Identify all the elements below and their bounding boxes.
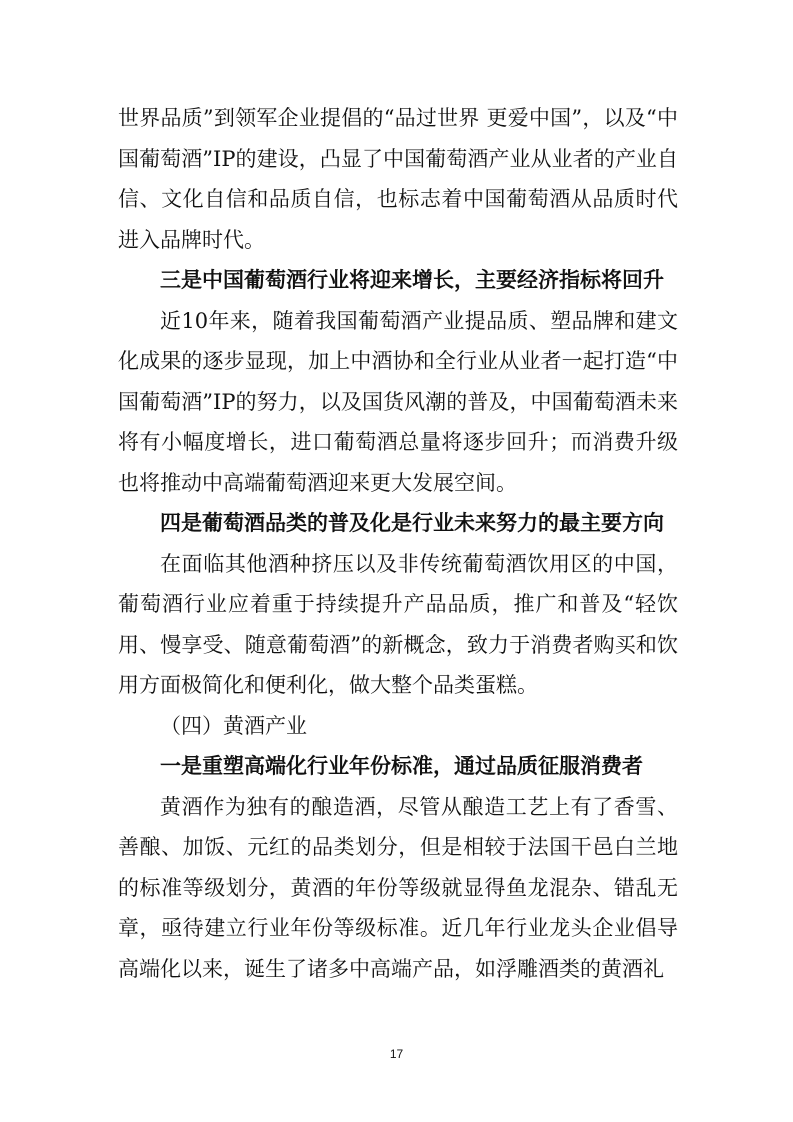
body-paragraph-wine-popularization: 在面临其他酒种挤压以及非传统葡萄酒饮用区的中国，葡萄酒行业应着重于持续提升产品品质，推广和普及“轻饮用、慢享受、随意葡萄酒”的新概念，致力于消费者购买和饮用方面极简化和便利化，做大整个品类蛋糕。 — [118, 551, 678, 697]
section-heading-yellow-wine-standard: 一是重塑高端化行业年份标准，通过品质征服消费者 — [160, 753, 643, 778]
body-paragraph-continuation: 世界品质”到领军企业提倡的“品过世界 更爱中国”，以及“中国葡萄酒”IP的建设，凸显了中国葡萄酒产业从业者的产业自信、文化自信和品质自信，也标志着中国葡萄酒从品质时代进入品牌时代。 — [118, 106, 678, 252]
section-heading-wine-popularization: 四是葡萄酒品类的普及化是行业未来努力的最主要方向 — [160, 510, 664, 535]
body-paragraph-yellow-wine: 黄酒作为独有的酿造酒，尽管从酿造工艺上有了香雪、善酿、加饭、元红的品类划分，但是相较于法国干邑白兰地的标准等级划分，黄酒的年份等级就显得鱼龙混杂、错乱无章，亟待建立行业年份等级标准。近几年行业龙头企业倡导高端化以来，诞生了诸多中高端产品，如浮雕酒类的黄酒礼 — [118, 794, 678, 981]
document-page — [118, 98, 678, 989]
section-heading-wine-growth: 三是中国葡萄酒行业将迎来增长，主要经济指标将回升 — [160, 267, 664, 292]
body-paragraph-wine-growth: 近10年来，随着我国葡萄酒产业提品质、塑品牌和建文化成果的逐步显现，加上中酒协和全行业从业者一起打造“中国葡萄酒”IP的努力，以及国货风潮的普及，中国葡萄酒未来将有小幅度增长，进口葡萄酒总量将逐步回升；而消费升级也将推动中高端葡萄酒迎来更大发展空间。 — [118, 308, 678, 495]
subsection-heading-yellow-wine: （四）黄酒产业 — [160, 713, 307, 738]
page-number: 17 — [389, 1047, 404, 1061]
